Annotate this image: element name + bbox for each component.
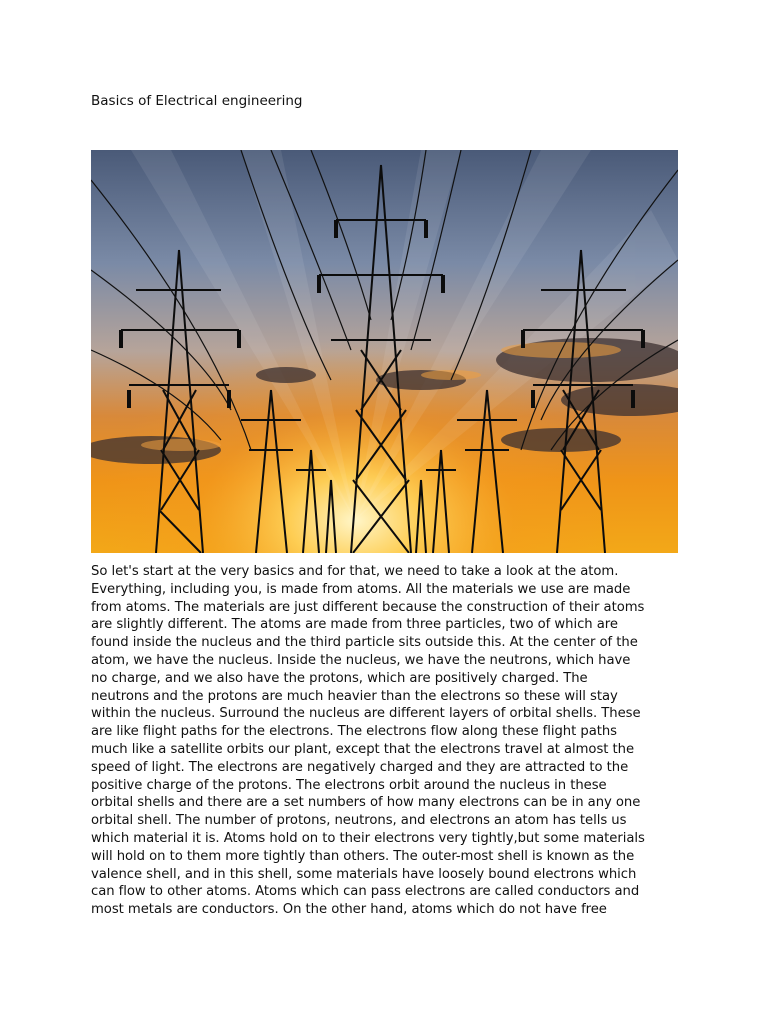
body-line: So let's start at the very basics and for that, we need to take a look at the atom. [91, 564, 619, 579]
body-line: can flow to other atoms. Atoms which can pass electrons are called conductors and [91, 884, 640, 900]
power-lines-sunset-image [91, 150, 678, 553]
body-line: orbital shells and there are a set numbers of how many electrons can be in any one [91, 795, 641, 811]
body-line: are like flight paths for the electrons. The electrons flow along these flight paths [91, 724, 617, 740]
body-line: valence shell, and in this shell, some materials have loosely bound electrons which [91, 866, 637, 882]
body-line: most metals are conductors. On the other hand, atoms which do not have free [91, 902, 607, 918]
body-line: Everything, including you, is made from atoms. All the materials we use are made [91, 581, 631, 597]
body-line: positive charge of the protons. The electrons orbit around the nucleus in these [91, 777, 607, 793]
body-line: orbital shell. The number of protons, neutrons, and electrons an atom has tells us [91, 813, 627, 829]
document-title: Basics of Electrical engineering [91, 93, 303, 109]
body-line: no charge, and we also have the protons, which are positively charged. The [91, 670, 588, 686]
body-line: atom, we have the nucleus. Inside the nucleus, we have the neutrons, which have [91, 652, 631, 668]
body-line: within the nucleus. Surround the nucleus are different layers of orbital shells. These [91, 706, 641, 722]
body-line: from atoms. The materials are just different because the construction of their atoms [91, 599, 645, 615]
body-line: speed of light. The electrons are negatively charged and they are attracted to the [91, 759, 629, 775]
body-line: are slightly different. The atoms are made from three particles, two of which are [91, 617, 618, 633]
body-line: neutrons and the protons are much heavier than the electrons so these will stay [91, 688, 618, 704]
body-line: will hold on to them more tightly than others. The outer-most shell is known as the [91, 848, 635, 864]
body-text [91, 563, 681, 919]
body-line: much like a satellite orbits our plant, except that the electrons travel at almost the [91, 741, 635, 757]
body-line: which material it is. Atoms hold on to their electrons very tightly,but some materials [91, 830, 645, 846]
body-line: found inside the nucleus and the third particle sits outside this. At the center of the [91, 635, 638, 651]
